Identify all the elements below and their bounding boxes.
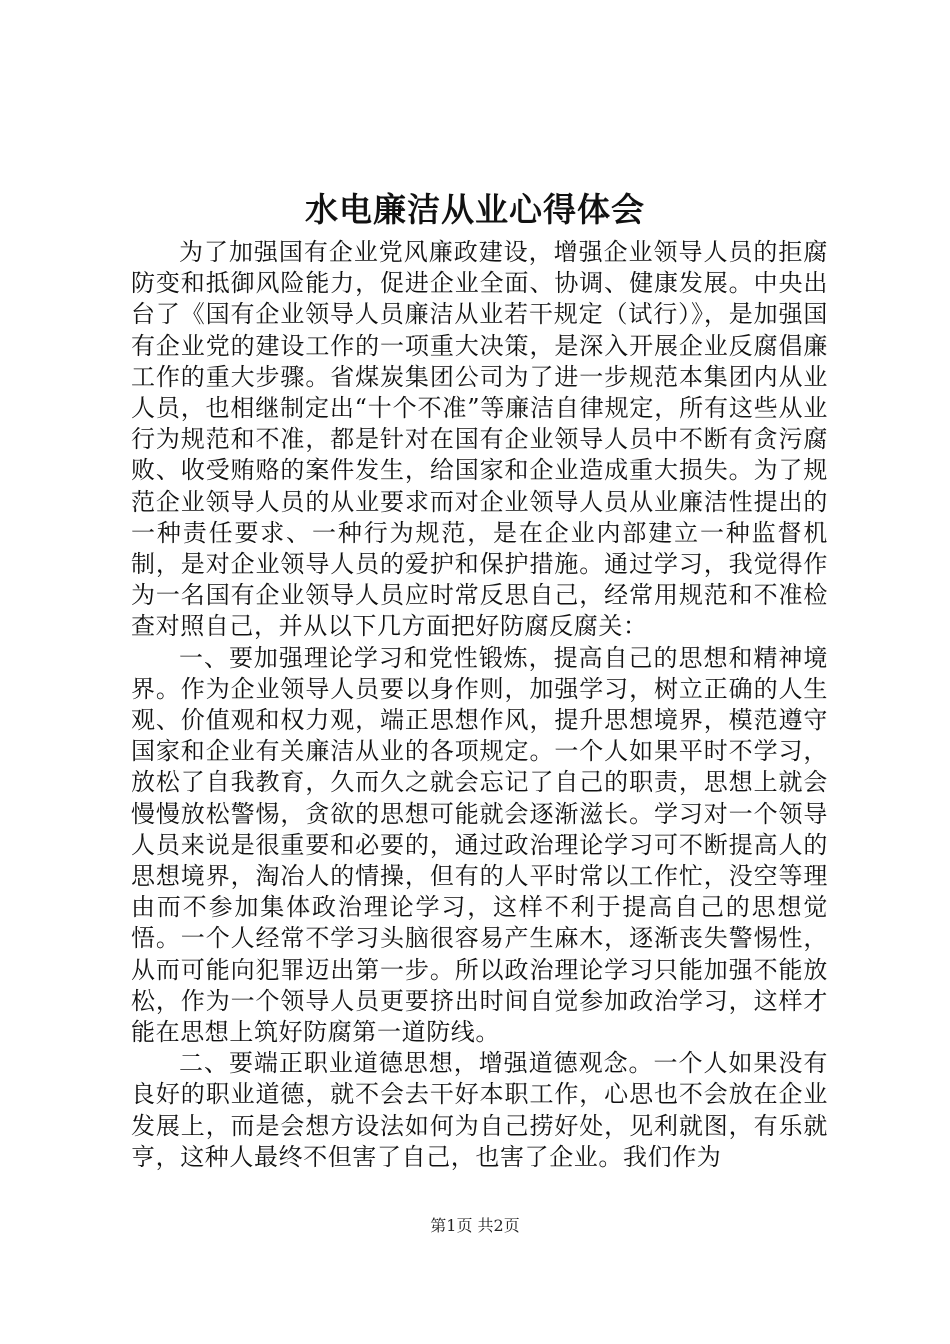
page-number-footer: 第1页 共2页 [430, 1216, 520, 1235]
document-body [131, 237, 828, 1173]
document-title: 水电廉洁从业心得体会 [305, 190, 645, 229]
paragraph-intro: 为了加强国有企业党风廉政建设，增强企业领导人员的拒腐防变和抵御风险能力，促进企业全面、协调、健康发展。中央出台了《国有企业领导人员廉洁从业若干规定（试行）》，是加强国有企业党的建设工作的一项重大决策，是深入开展企业反腐倡廉工作的重大步骤。省煤炭集团公司为了进一步规范本集团内从业人员，也相继制定出“十个不准”等廉洁自律规定，所有这些从业行为规范和不准，都是针对在国有企业领导人员中不断有贪污腐败、收受贿赂的案件发生，给国家和企业造成重大损失。为了规范企业领导人员的从业要求而对企业领导人员从业廉洁性提出的一种责任要求、一种行为规范，是在企业内部建立一种监督机制，是对企业领导人员的爱护和保护措施。通过学习，我觉得作为一名国有企业领导人员应时常反思自己，经常用规范和不准检查对照自己，并从以下几方面把好防腐反腐关： [131, 238, 828, 641]
paragraph-point-one: 一、要加强理论学习和党性锻炼，提高自己的思想和精神境界。作为企业领导人员要以身作则，加强学习，树立正确的人生观、价值观和权力观，端正思想作风，提升思想境界，模范遵守国家和企业有关廉洁从业的各项规定。一个人如果平时不学习，放松了自我教育，久而久之就会忘记了自己的职责，思想上就会慢慢放松警惕，贪欲的思想可能就会逐渐滋长。学习对一个领导人员来说是很重要和必要的，通过政治理论学习可不断提高人的思想境界，淘冶人的情操，但有的人平时常以工作忙，没空等理由而不参加集体政治理论学习，这样不利于提高自己的思想觉悟。一个人经常不学习头脑很容易产生麻木，逐渐丧失警惕性，从而可能向犯罪迈出第一步。所以政治理论学习只能加强不能放松，作为一个领导人员更要挤出时间自觉参加政治学习，这样才能在思想上筑好防腐第一道防线。 [131, 643, 828, 1047]
paragraph-point-two: 二、要端正职业道德思想，增强道德观念。一个人如果没有良好的职业道德，就不会去干好本职工作，心思也不会放在企业发展上，而是会想方设法如何为自己捞好处，见利就图，有乐就亨，这种人最终不但害了自己，也害了企业。我们作为 [131, 1049, 828, 1171]
